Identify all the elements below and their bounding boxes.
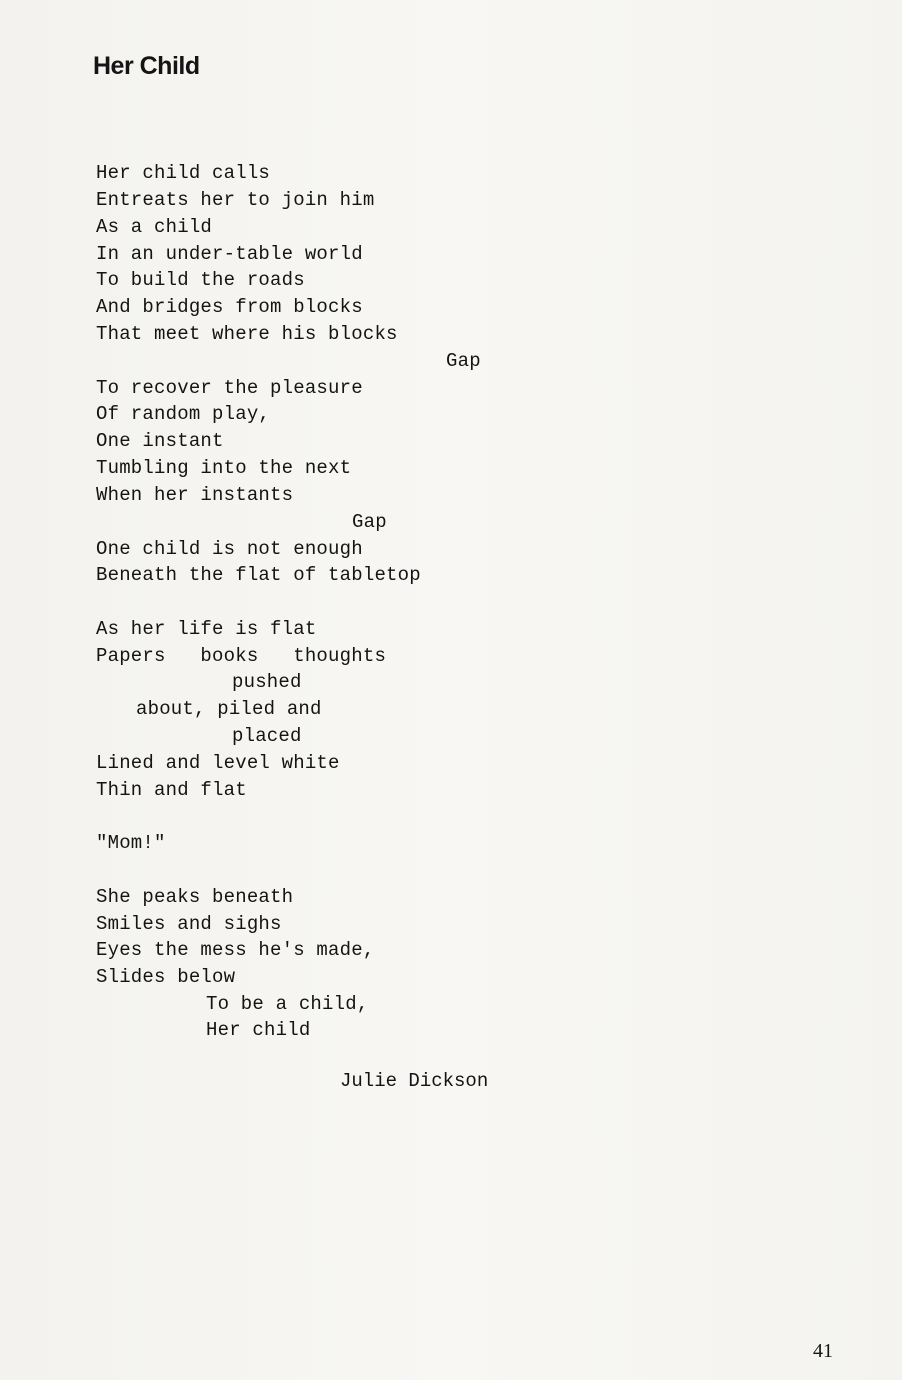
poem-line: Slides below bbox=[96, 966, 236, 988]
poem-line: Thin and flat bbox=[96, 779, 247, 801]
poem-line: Smiles and sighs bbox=[96, 913, 282, 935]
poem-title: Her Child bbox=[93, 52, 200, 80]
poem-line: To be a child, bbox=[206, 993, 369, 1015]
poem-line: pushed bbox=[232, 671, 302, 693]
poem-author: Julie Dickson bbox=[340, 1070, 489, 1092]
poem-line: To recover the pleasure bbox=[96, 377, 363, 399]
poem-line: She peaks beneath bbox=[96, 886, 294, 908]
poem-line: In an under-table world bbox=[96, 243, 363, 265]
poem-line: As her life is flat bbox=[96, 618, 317, 640]
page-number: 41 bbox=[813, 1340, 833, 1362]
poem-line: Eyes the mess he's made, bbox=[96, 939, 375, 961]
poem-line: Beneath the flat of tabletop bbox=[96, 564, 421, 586]
poem-line: Her child bbox=[206, 1019, 311, 1041]
poem-line: Tumbling into the next bbox=[96, 457, 352, 479]
poem-line: Of random play, bbox=[96, 403, 271, 425]
poem-line: One instant bbox=[96, 430, 224, 452]
poem-line: As a child bbox=[96, 216, 213, 238]
poem-line: placed bbox=[232, 725, 302, 747]
poem-line: Her child calls bbox=[96, 162, 271, 184]
poem-line: Entreats her to join him bbox=[96, 189, 375, 211]
poem-line: When her instants bbox=[96, 484, 294, 506]
poem-line: about, piled and bbox=[136, 698, 322, 720]
poem-line: Gap bbox=[446, 350, 481, 372]
poem-line: One child is not enough bbox=[96, 538, 363, 560]
poem-line: That meet where his blocks bbox=[96, 323, 398, 345]
poem-line: And bridges from blocks bbox=[96, 296, 363, 318]
poem-line: Lined and level white bbox=[96, 752, 340, 774]
poem-line: To build the roads bbox=[96, 269, 305, 291]
poem-line: Gap bbox=[352, 511, 387, 533]
poem-line: Papers books thoughts bbox=[96, 645, 387, 667]
poem-line: "Mom!" bbox=[96, 832, 166, 854]
